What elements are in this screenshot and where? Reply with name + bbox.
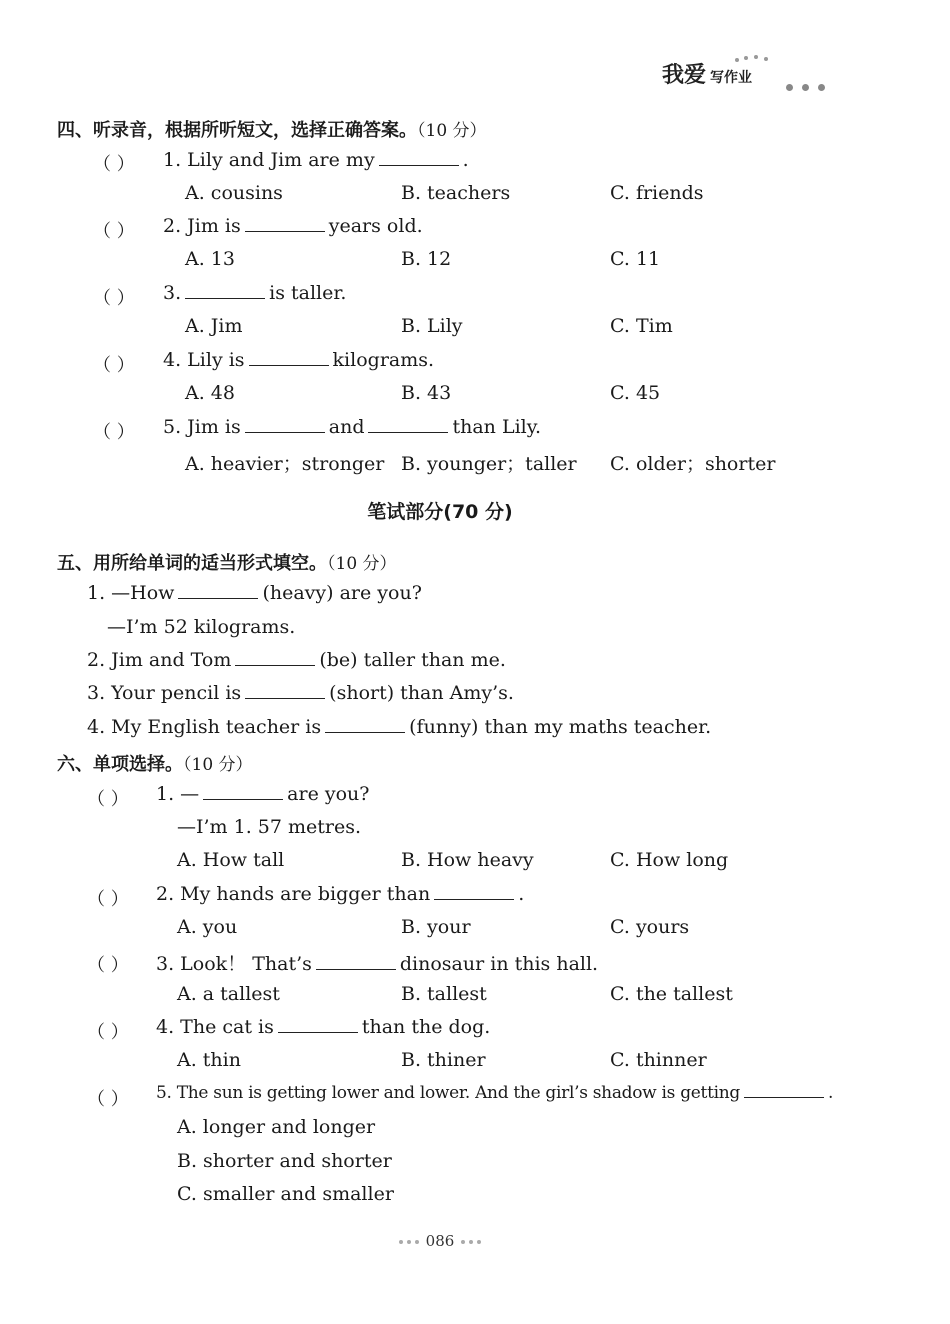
answer-blank[interactable]: [185, 284, 265, 299]
answer-blank[interactable]: [325, 718, 405, 733]
section-5-heading: 五、用所给单词的适当形式填空。（10 分）: [57, 553, 397, 574]
question-stem: 4. Lily is kilograms.: [163, 349, 435, 371]
option-c: C. thinner: [610, 1049, 707, 1071]
option-c: C. yours: [610, 916, 690, 938]
answer-blank[interactable]: [245, 684, 325, 699]
answer-blank[interactable]: [249, 351, 329, 366]
question-stem: 4. The cat is than the dog.: [156, 1016, 491, 1038]
answer-blank[interactable]: [368, 418, 448, 433]
answer-blank[interactable]: [434, 885, 514, 900]
question-stem: 1. Lily and Jim are my .: [163, 149, 469, 171]
question-stem: 5. Jim is and than Lily.: [163, 416, 541, 438]
brand-dots: [786, 74, 834, 96]
answer-paren[interactable]: （ ）: [93, 288, 135, 309]
option-a: A. longer and longer: [177, 1116, 376, 1138]
answer-blank[interactable]: [178, 584, 258, 599]
answer-paren[interactable]: （ ）: [93, 221, 135, 242]
option-b: B. thiner: [401, 1049, 486, 1071]
fill-question-3: 3. Your pencil is (short) than Amy’s.: [87, 682, 514, 704]
question-stem: 2. My hands are bigger than .: [156, 883, 525, 905]
written-part-title: 笔试部分(70 分): [367, 501, 513, 523]
option-a: A. thin: [177, 1049, 241, 1071]
section-6-heading: 六、单项选择。（10 分）: [57, 754, 253, 775]
fill-question-1: 1. —How (heavy) are you?: [87, 582, 422, 604]
option-b: B. tallest: [401, 983, 487, 1005]
option-b: B. How heavy: [401, 849, 534, 871]
question-stem: 1. — are you?: [156, 783, 370, 805]
option-b: B. shorter and shorter: [177, 1150, 392, 1172]
option-c: C. smaller and smaller: [177, 1183, 394, 1205]
option-a: A. a tallest: [177, 983, 280, 1005]
answer-paren[interactable]: （ ）: [87, 955, 129, 976]
decor-dot: [764, 57, 768, 61]
option-b: B. younger；taller: [401, 453, 577, 475]
decor-dot: [744, 56, 748, 60]
brand-small: 写作业: [710, 70, 753, 86]
option-a: A. you: [177, 916, 238, 938]
answer-paren[interactable]: （ ）: [87, 889, 129, 910]
question-stem: 5. The sun is getting lower and lower. And the girl’s shadow is getting .: [156, 1083, 834, 1103]
option-c: C. How long: [610, 849, 729, 871]
option-a: A. Jim: [185, 315, 243, 337]
answer-blank[interactable]: [203, 785, 283, 800]
decor-dot: [735, 58, 739, 62]
answer-paren[interactable]: （ ）: [87, 1022, 129, 1043]
option-b: B. teachers: [401, 182, 511, 204]
question-stem: 3. is taller.: [163, 282, 347, 304]
answer-paren[interactable]: （ ）: [93, 154, 135, 175]
option-b: B. your: [401, 916, 471, 938]
answer-blank[interactable]: [316, 955, 396, 970]
option-c: C. Tim: [610, 315, 673, 337]
answer-blank[interactable]: [278, 1018, 358, 1033]
answer-blank[interactable]: [744, 1083, 824, 1098]
option-c: C. friends: [610, 182, 704, 204]
answer-paren[interactable]: （ ）: [87, 1089, 129, 1110]
answer-blank[interactable]: [245, 418, 325, 433]
brand-logo: [662, 58, 752, 89]
answer-paren[interactable]: （ ）: [93, 422, 135, 443]
question-stem: 3. Look！ That’s dinosaur in this hall.: [156, 953, 599, 975]
option-c: C. 11: [610, 248, 661, 270]
question-stem: 2. Jim is years old.: [163, 215, 423, 237]
fill-question-1-answer: —I’m 52 kilograms.: [107, 616, 296, 638]
answer-blank[interactable]: [235, 651, 315, 666]
option-a: A. cousins: [185, 182, 283, 204]
option-c: C. 45: [610, 382, 661, 404]
option-b: B. 12: [401, 248, 452, 270]
option-c: C. older；shorter: [610, 453, 776, 475]
section-4-heading: 四、听录音，根据所听短文，选择正确答案。（10 分）: [57, 120, 487, 141]
page-footer: [0, 1232, 880, 1250]
page-number: 086: [425, 1232, 455, 1250]
answer-blank[interactable]: [379, 151, 459, 166]
option-a: A. 13: [185, 248, 235, 270]
option-b: B. 43: [401, 382, 452, 404]
fill-question-4: 4. My English teacher is (funny) than my maths teacher.: [87, 716, 712, 738]
option-a: A. heavier；stronger: [185, 453, 385, 475]
fill-question-2: 2. Jim and Tom (be) taller than me.: [87, 649, 506, 671]
decor-dot: [754, 55, 758, 59]
answer-paren[interactable]: （ ）: [93, 355, 135, 376]
answer-blank[interactable]: [245, 217, 325, 232]
option-a: A. How tall: [177, 849, 285, 871]
option-c: C. the tallest: [610, 983, 733, 1005]
answer-paren[interactable]: （ ）: [87, 789, 129, 810]
brand-big: 我爱: [662, 63, 707, 88]
question-line2: —I’m 1. 57 metres.: [177, 816, 361, 838]
option-b: B. Lily: [401, 315, 463, 337]
option-a: A. 48: [185, 382, 235, 404]
